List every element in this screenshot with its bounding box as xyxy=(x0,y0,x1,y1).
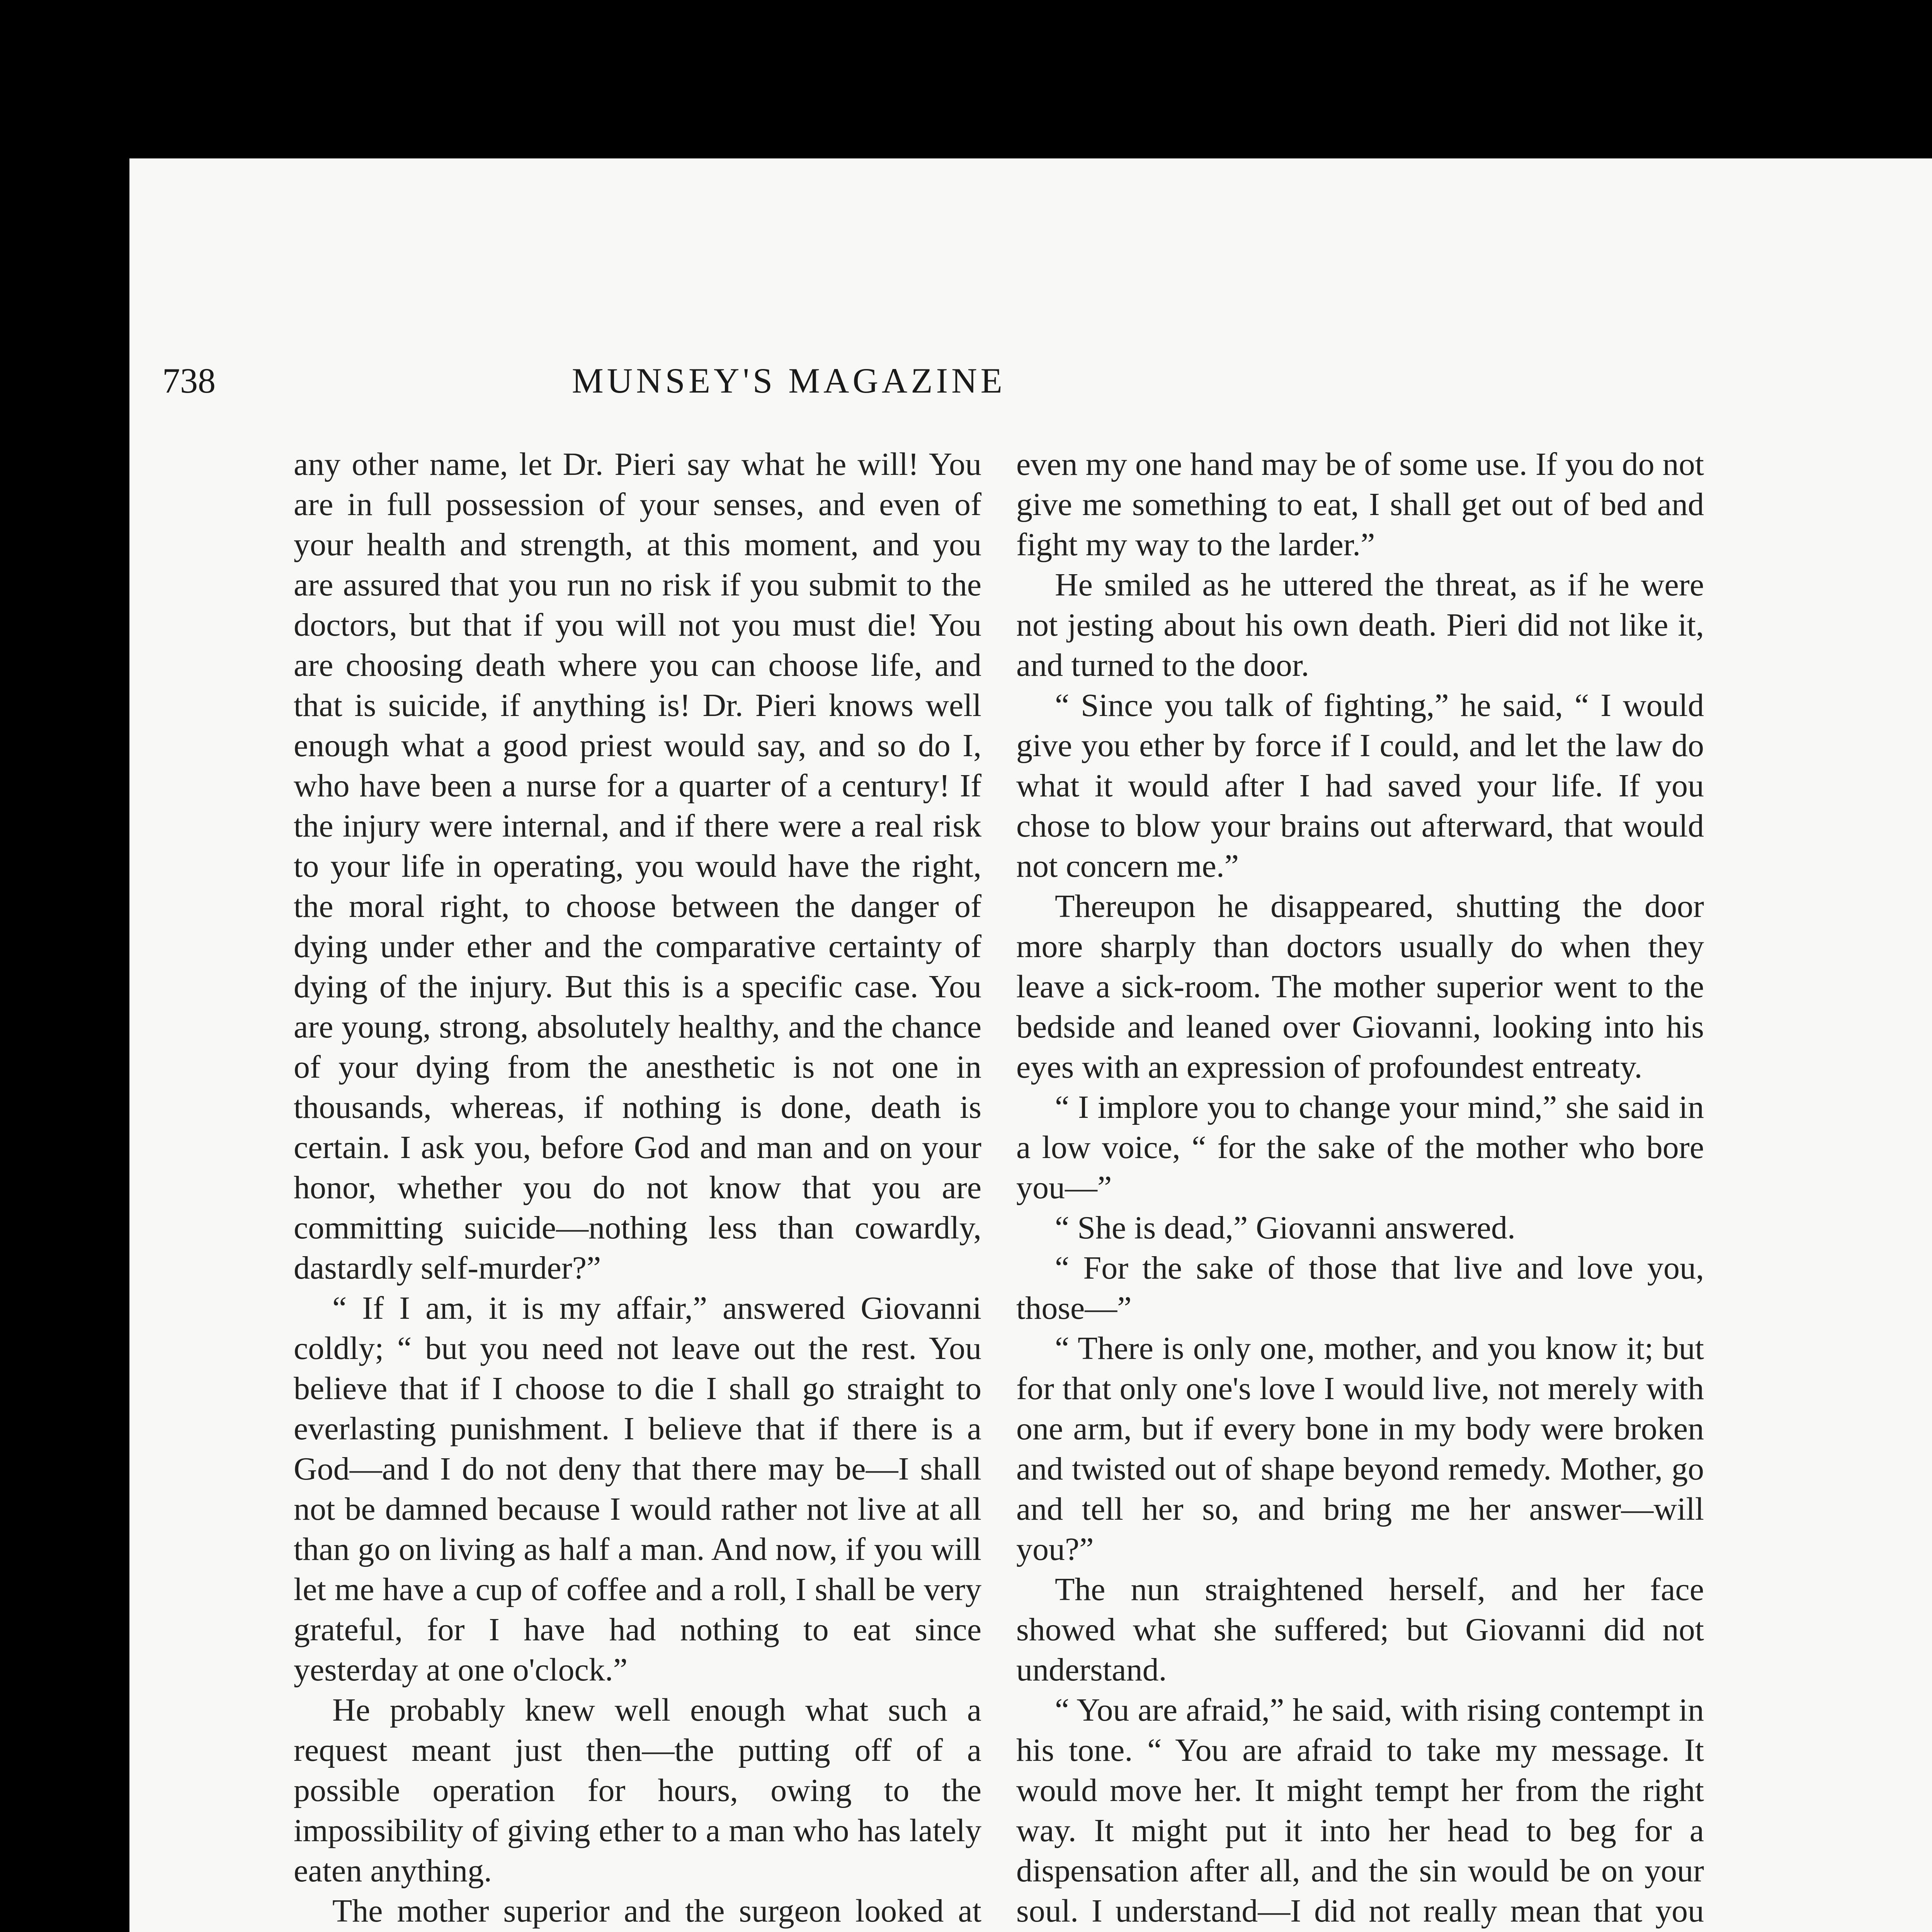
text-column-left xyxy=(294,444,981,1932)
paragraph: even my one hand may be of some use. If you do not give me something to eat, I shall get out of bed and fight my way to the larder.” xyxy=(1016,446,1704,563)
text-column-right xyxy=(1016,444,1704,1932)
paragraph: “ I implore you to change your mind,” she said in a low voice, “ for the sake of the mother who bore you—” xyxy=(1016,1089,1704,1206)
paragraph: “ There is only one, mother, and you know it; but for that only one's love I would live, not merely with one arm, but if every bone in my body were broken and twisted out of shape beyond remedy. Mother, go and tell her so, and bring me her answer—will you?” xyxy=(1016,1330,1704,1567)
paragraph: “ Since you talk of fighting,” he said, “ I would give you ether by force if I could, and let the law do what it would after I had saved your life. If you chose to blow your brains out afterward, that would not concern me.” xyxy=(1016,687,1704,884)
paragraph: The nun straightened herself, and her face showed what she suffered; but Giovanni did not understand. xyxy=(1016,1571,1704,1688)
paragraph: He smiled as he uttered the threat, as if he were not jesting about his own death. Pieri did not like it, and turned to the door. xyxy=(1016,567,1704,683)
paragraph: The mother superior and the surgeon looked at xyxy=(332,1893,981,1929)
page-header xyxy=(162,359,1886,406)
page-number: 738 xyxy=(162,361,216,400)
paragraph: “ For the sake of those that live and love you, those—” xyxy=(1016,1250,1704,1326)
running-head: MUNSEY'S MAGAZINE xyxy=(572,361,1006,400)
paragraph: Thereupon he disappeared, shutting the door more sharply than doctors usually do when they leave a sick-room. The mother superior went to the bedside and leaned over Giovanni, looking into his eyes with an expression of profoundest entreaty. xyxy=(1016,888,1704,1085)
paragraph: “ If I am, it is my affair,” answered Giovanni coldly; “ but you need not leave out the rest. You believe that if I choose to die I shall go straight to everlasting punishment. I believe that if there is a God—and I do not deny that there may be—I shall not be damned because I would rather not live at all than go on living as half a man. And now, if you will let me have a cup of coffee and a roll, I shall be very grateful, for I have had nothing to eat since yesterday at one o'clock.” xyxy=(294,1290,981,1688)
paragraph: any other name, let Dr. Pieri say what he will! You are in full possession of your senses, and even of your health and strength, at this moment, and you are assured that you run no risk if you submit to the doctors, but that if you will not you must die! You are choosing death where you can choose life, and that is suicide, if anything is! Dr. Pieri knows well enough what a good priest would say, and so do I, who have been a nurse for a quarter of a century! If the injury were internal, and if there were a real risk to your life in operating, you would have the right, the moral right, to choose between the danger of dying under ether and the comparative certainty of dying of the injury. But this is a specific case. You are young, strong, absolutely healthy, and the chance of your dying from the anesthetic is not one in thousands, whereas, if nothing is done, death is certain. I ask you, before God and man and on your honor, whether you do not know that you are committing suicide—nothing less than cowardly, dastardly self-murder?” xyxy=(294,446,981,1286)
paragraph: “ You are afraid,” he said, with rising contempt in his tone. “ You are afraid to take my message. It would move her. It might tempt her from the right way. It might put it into her head to beg for a dispensation after all, and the sin would be on your soul. I understand—I did not really mean that you xyxy=(1016,1692,1704,1929)
paragraph: “ She is dead,” Giovanni answered. xyxy=(1055,1210,1515,1246)
paragraph: He probably knew well enough what such a request meant just then—the putting off of a possible operation for hours, owing to the impossibility of giving ether to a man who has lately eaten anything. xyxy=(294,1692,981,1889)
